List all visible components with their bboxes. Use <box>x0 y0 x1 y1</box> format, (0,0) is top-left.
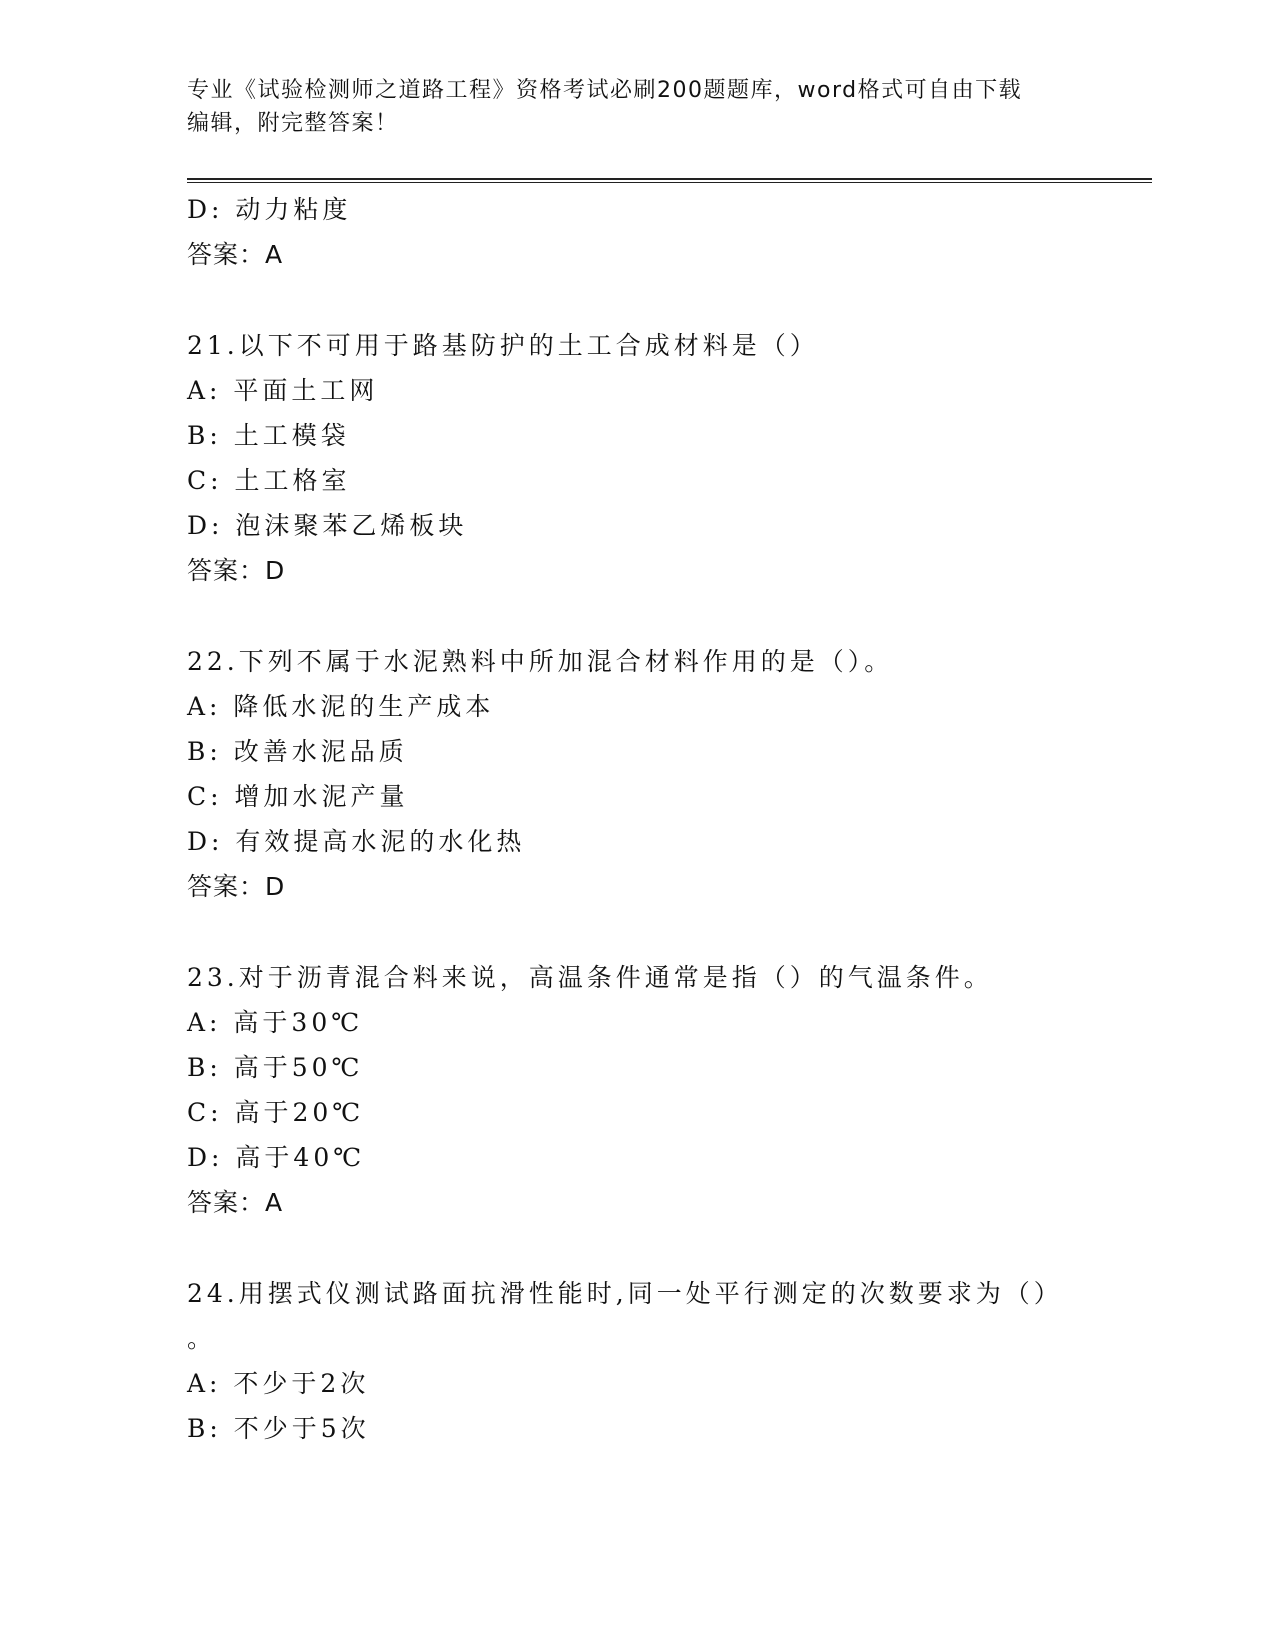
q22-answer: 答案：D <box>187 872 286 901</box>
header-title-line-2: 编辑，附完整答案！ <box>187 111 399 136</box>
q22-option-b: B: 改善水泥品质 <box>187 737 408 766</box>
q22-option-d: D: 有效提高水泥的水化热 <box>187 827 526 856</box>
prev-answer: 答案：A <box>187 240 284 269</box>
q23-option-c: C: 高于20℃ <box>187 1098 365 1127</box>
q21-question: 21.以下不可用于路基防护的土工合成材料是（） <box>187 331 819 360</box>
q23-question: 23.对于沥青混合料来说，高温条件通常是指（）的气温条件。 <box>187 963 993 992</box>
q24-option-b: B: 不少于5次 <box>187 1414 370 1443</box>
q23-option-b: B: 高于50℃ <box>187 1053 364 1082</box>
q22-option-c: C: 增加水泥产量 <box>187 782 409 811</box>
q23-option-a: A: 高于30℃ <box>187 1008 364 1037</box>
q21-option-b: B: 土工模袋 <box>187 421 350 450</box>
q22-question: 22.下列不属于水泥熟料中所加混合材料作用的是（）。 <box>187 647 894 676</box>
q24-question: 24.用摆式仪测试路面抗滑性能时,同一处平行测定的次数要求为（） <box>187 1279 1063 1308</box>
q24-question-continued: 。 <box>187 1324 217 1353</box>
q23-answer: 答案：A <box>187 1188 284 1217</box>
q24-option-a: A: 不少于2次 <box>187 1369 370 1398</box>
document-header <box>187 74 1067 140</box>
prev-option-d: D: 动力粘度 <box>187 195 352 224</box>
q21-answer: 答案：D <box>187 556 286 585</box>
q23-option-d: D: 高于40℃ <box>187 1143 366 1172</box>
q21-option-d: D: 泡沫聚苯乙烯板块 <box>187 511 468 540</box>
q21-option-a: A: 平面土工网 <box>187 376 379 405</box>
q21-option-c: C: 土工格室 <box>187 466 351 495</box>
q22-option-a: A: 降低水泥的生产成本 <box>187 692 495 721</box>
header-divider <box>187 178 1152 183</box>
header-title-line-1: 专业《试验检测师之道路工程》资格考试必刷200题题库，word格式可自由下载 <box>187 78 1023 103</box>
